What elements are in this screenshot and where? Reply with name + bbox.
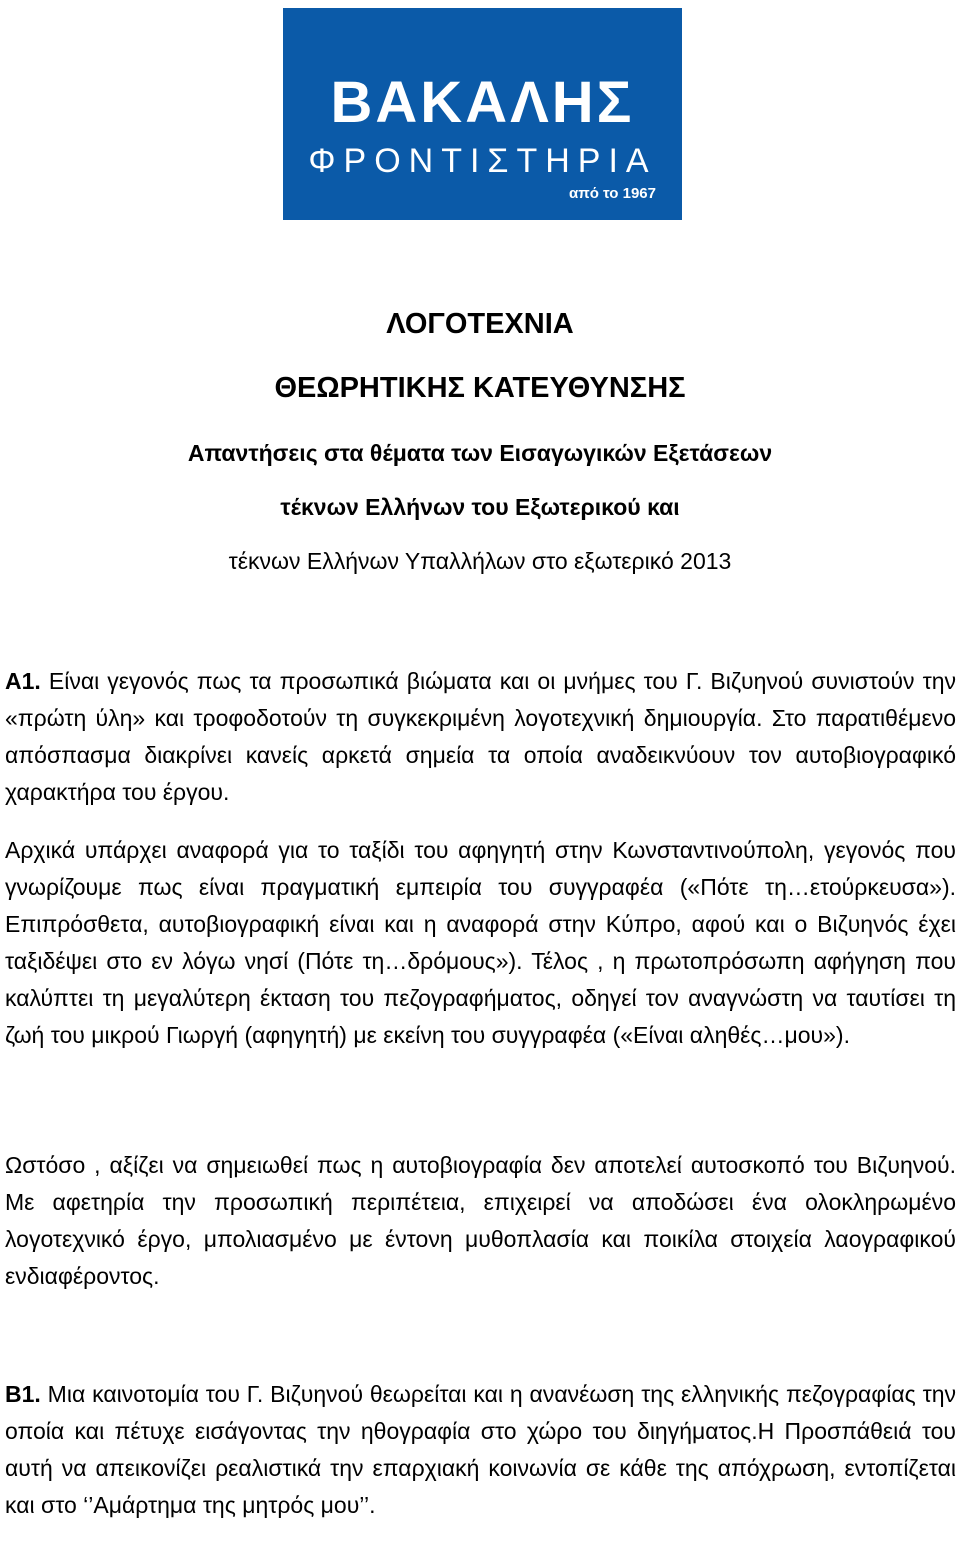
a1-paragraph-2: Αρχικά υπάρχει αναφορά για το ταξίδι του αφηγητή στην Κωνσταντινούπολη, γεγονός που γνωρίζουμε πως είναι πραγματική εμπειρία του συγγραφέα («Πότε τη…ετούρκευσα»). Επιπρόσθετα, αυτοβιογραφική είναι και η αναφορά στην Κύπρο, αφού και ο Βιζυηνός έχει ταξιδέψει στο εν λόγω νησί (Πότε τη…δρόμους»). Τέλος , η πρωτοπρόσωπη αφήγηση που καλύπτει τη μεγαλύτερη έκταση του πεζογραφήματος, οδηγεί τον αναγνώστη να ταυτίσει τη ζωή του μικρού Γιωργή (αφηγητή) με εκείνη του συγγραφέα («Είναι αληθές…μου»). xyxy=(5,837,956,1048)
doc-subtitle: ΘΕΩΡΗΤΙΚΗΣ ΚΑΤΕΥΘΥΝΣΗΣ xyxy=(274,372,686,404)
a1-paragraph-1 xyxy=(5,663,956,811)
logo-subtitle: ΦΡΟΝΤΙΣΤΗΡΙΑ xyxy=(308,142,657,180)
logo-brand: ΒΑΚΑΛΗΣ xyxy=(330,70,635,135)
b1-paragraph-1 xyxy=(5,1376,956,1524)
doc-line-1: Απαντήσεις στα θέματα των Εισαγωγικών Εξετάσεων xyxy=(187,440,773,466)
doc-line-2: τέκνων Ελλήνων του Εξωτερικού και xyxy=(280,494,680,520)
vakalis-logo xyxy=(283,8,682,220)
doc-line-3: τέκνων Ελλήνων Υπαλλήλων στο εξωτερικό 2013 xyxy=(228,548,732,574)
doc-title: ΛΟΓΟΤΕΧΝΙΑ xyxy=(386,308,574,340)
b1-text-1: Μια καινοτομία του Γ. Βιζυηνού θεωρείται και η ανανέωση της ελληνικής πεζογραφίας την οποία και πέτυχε εισάγοντας την ηθογραφία στο χώρο του διηγήματος.Η Προσπάθειά του αυτή να απεικονίζει ρεαλιστικά την επαρχιακή κοινωνία σε κάθε της απόχρωση, εντοπίζεται και στο ‘’Αμάρτημα της μητρός μου’’. xyxy=(5,1381,956,1518)
a1-paragraph-3: Ωστόσο , αξίζει να σημειωθεί πως η αυτοβιογραφία δεν αποτελεί αυτοσκοπό του Βιζυηνού. Με αφετηρία την προσωπική περιπέτεια, επιχειρεί να αποδώσει ένα ολοκληρωμένο λογοτεχνικό έργο, μπολιασμένο με έντονη μυθοπλασία και ποικίλα στοιχεία λαογραφικού ενδιαφέροντος. xyxy=(5,1152,956,1289)
a1-text-1: Είναι γεγονός πως τα προσωπικά βιώματα και οι μνήμες του Γ. Βιζυηνού συνιστούν την «πρώτη ύλη» και τροφοδοτούν τη συγκεκριμένη λογοτεχνική δημιουργία. Στο παρατιθέμενο απόσπασμα διακρίνει κανείς αρκετά σημεία τα οποία αναδεικνύουν τον αυτοβιογραφικό χαρακτήρα του έργου. xyxy=(5,668,956,805)
a1-label: Α1. xyxy=(5,668,41,694)
logo-since: από το 1967 xyxy=(568,185,656,202)
b1-label: Β1. xyxy=(5,1381,41,1407)
